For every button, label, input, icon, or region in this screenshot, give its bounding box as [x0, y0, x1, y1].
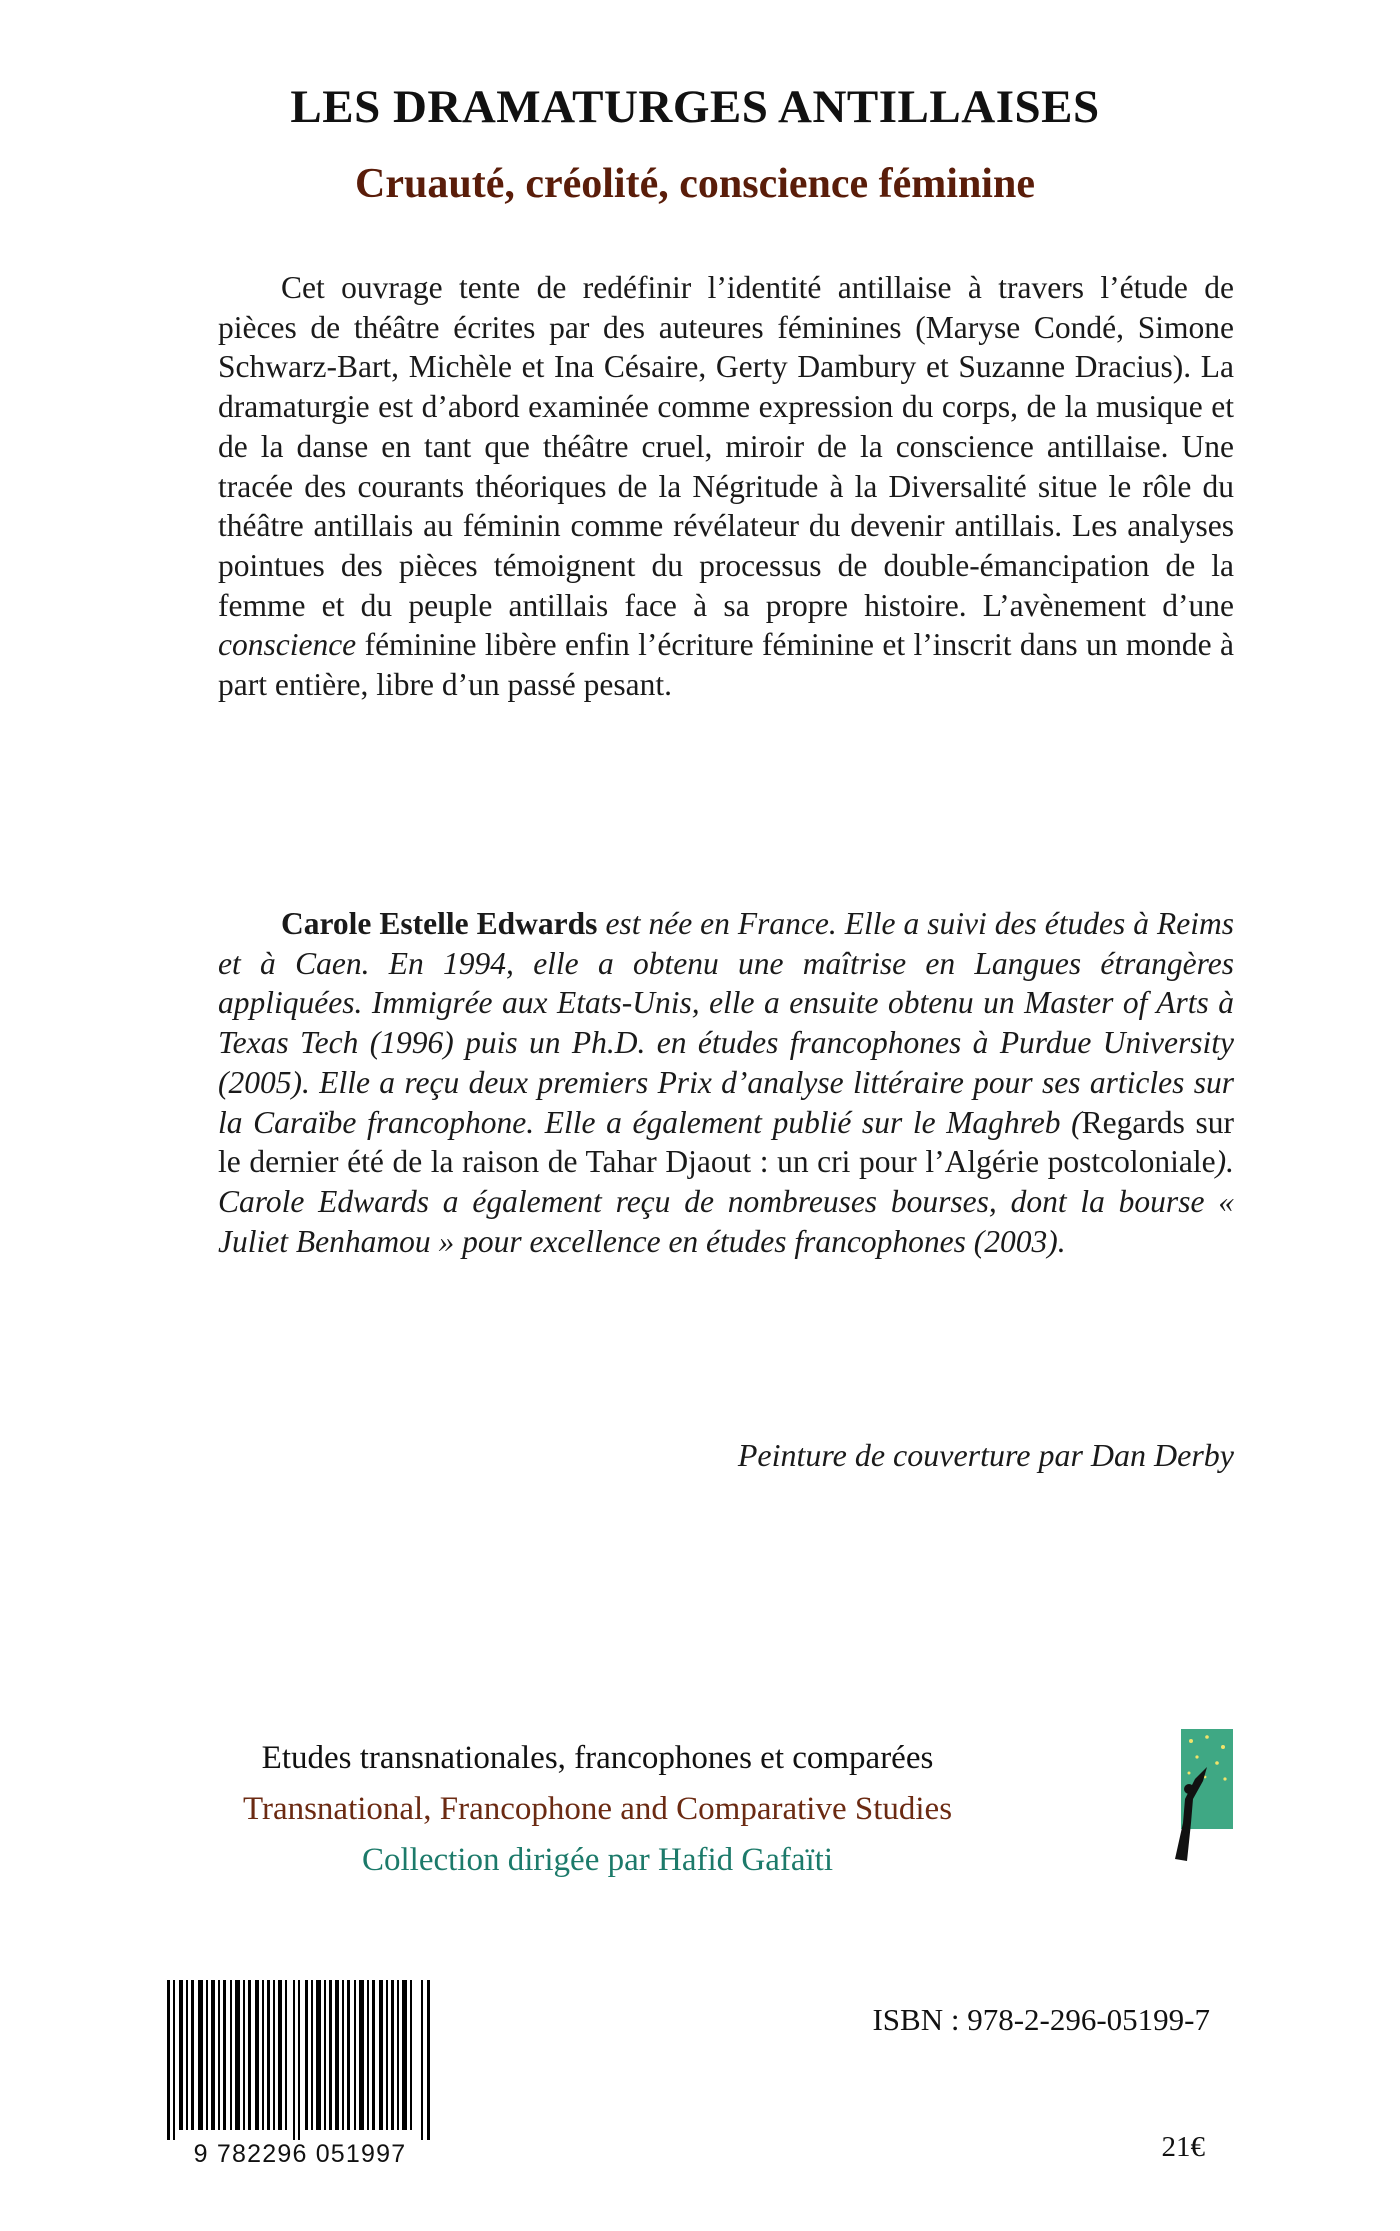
bio-work-title: Regards sur le dernier été de la raison de Tahar Djaout : un cri pour l’Algérie postcoloniale — [218, 1104, 1234, 1180]
book-title: LES DRAMATURGES ANTILLAISES — [290, 81, 1100, 133]
price: 21€ — [1161, 2131, 1205, 2163]
bio-text-part1: est née en France. Elle a suivi des études à Reims et à Caen. En 1994, elle a obtenu une maîtrise en Langues étrangères appliquées. Immigrée aux Etats-Unis, elle a ensuite obtenu un Master of Arts à Texas Tech (1996) puis un Ph.D. en études francophones à Purdue University (2005). Elle a reçu deux premiers Prix d’analyse littéraire pour ses articles sur la Caraïbe francophone. Elle a également publié sur le Maghreb ( — [218, 906, 1235, 1140]
series-title-en: Transnational, Francophone and Comparative Studies — [242, 1791, 953, 1827]
author-name: Carole Estelle Edwards — [281, 906, 598, 941]
summary-text-start: Cet ouvrage tente de redéfinir l’identité antillaise à travers l’étude de pièces de théâtre écrites par des auteures féminines (Maryse Condé, Simone Schwarz-Bart, Michèle et Ina Césaire, Gerty Dambury et Suzanne Dracius). La dramaturgie est d’abord examinée comme expression du corps, de la musique et de la danse en tant que théâtre cruel, miroir de la conscience antillaise. Une tracée des courants théoriques de la Négritude à la Diversalité situe le rôle du théâtre antillais au féminin comme révélateur du devenir antillais. Les analyses pointues des pièces témoignent du processus de double-émancipation de la femme et du peuple antillais face à sa propre histoire. L’avènement d’une — [218, 270, 1234, 623]
barcode-digits: 9 782296 051997 — [193, 2140, 407, 2168]
isbn-number: ISBN : 978-2-296-05199-7 — [872, 2002, 1210, 2037]
series-logo-icon — [1167, 1727, 1237, 1863]
author-bio-paragraph — [218, 904, 1234, 1261]
bio-text-part2: ). Carole Edwards a également reçu de nombreuses bourses, dont la bourse « Juliet Benhamou » pour excellence en études francophones (2003). — [218, 1144, 1234, 1259]
summary-text-end: féminine libère enfin l’écriture féminine et l’inscrit dans un monde à part entière, libre d’un passé pesant. — [218, 627, 1234, 703]
series-editor: Collection dirigée par Hafid Gafaïti — [362, 1842, 833, 1878]
barcode — [165, 1980, 435, 2140]
summary-italic-word: conscience — [218, 627, 357, 663]
series-title-fr: Etudes transnationales, francophones et comparées — [261, 1740, 934, 1776]
cover-credit: Peinture de couverture par Dan Derby — [737, 1437, 1234, 1473]
book-subtitle: Cruauté, créolité, conscience féminine — [355, 161, 1035, 207]
summary-paragraph — [218, 268, 1234, 705]
